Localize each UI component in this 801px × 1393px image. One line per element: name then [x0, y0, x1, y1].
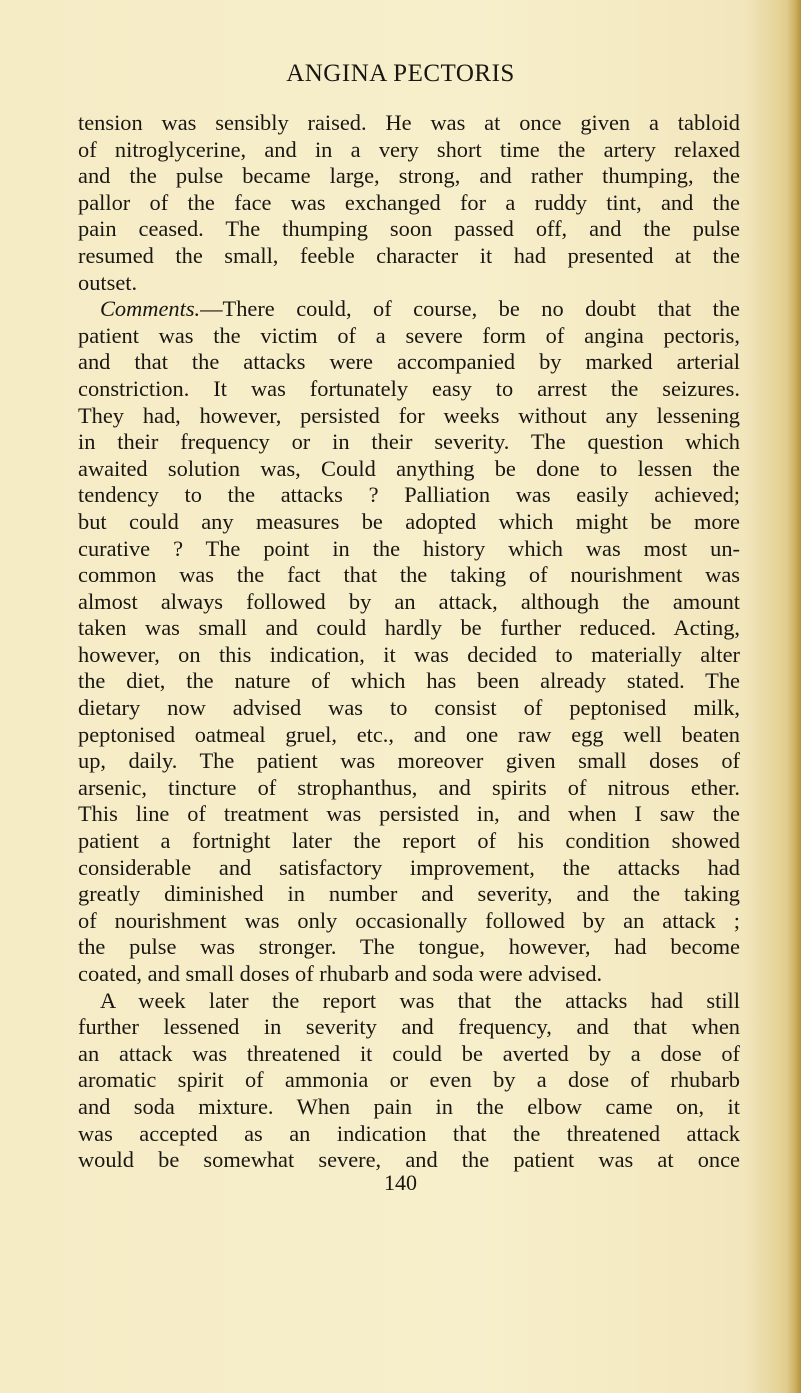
text-line [78, 615, 740, 642]
line-text: common was the fact that the taking of nourishment was [78, 562, 740, 588]
line-text: A week later the report was that the attacks had still [100, 987, 740, 1013]
text-line [78, 137, 740, 164]
text-line [78, 270, 740, 297]
text-line [78, 855, 740, 882]
line-text: This line of treatment was persisted in, and when I saw the [78, 801, 740, 827]
line-text: considerable and satisfactory improvement, the attacks had [78, 854, 740, 880]
line-text: and soda mixture. When pain in the elbow came on, it [78, 1093, 740, 1119]
line-text: however, on this indication, it was decided to materially alter [78, 641, 740, 667]
text-line [78, 403, 740, 430]
line-text: further lessened in severity and frequency, and that when [78, 1014, 740, 1040]
line-text: of nitroglycerine, and in a very short time the artery relaxed [78, 136, 740, 162]
line-text: patient a fortnight later the report of his condition showed [78, 828, 740, 854]
text-line [78, 429, 740, 456]
line-text: —There could, of course, be no doubt that the [200, 296, 740, 322]
line-text: and the pulse became large, strong, and rather thumping, the [78, 163, 740, 189]
text-line [78, 1014, 740, 1041]
text-line [78, 828, 740, 855]
text-line [78, 775, 740, 802]
line-text: would be somewhat severe, and the patient was at once [78, 1147, 740, 1173]
body-text [78, 110, 740, 1174]
line-text: was accepted as an indication that the threatened attack [78, 1120, 740, 1146]
line-text: resumed the small, feeble character it had presented at the [78, 242, 740, 268]
line-text: coated, and small doses of rhubarb and soda were advised. [78, 961, 603, 986]
text-line [78, 482, 740, 509]
text-line [78, 695, 740, 722]
line-text: aromatic spirit of ammonia or even by a dose of rhubarb [78, 1067, 740, 1093]
text-line [78, 881, 740, 908]
line-text: curative ? The point in the history which was most un- [78, 535, 740, 561]
line-text: in their frequency or in their severity. The question which [78, 429, 740, 455]
line-text: outset. [78, 269, 138, 295]
line-text: dietary now advised was to consist of peptonised milk, [78, 695, 740, 721]
text-line [78, 1041, 740, 1068]
line-text: of nourishment was only occasionally followed by an attack ; [78, 907, 740, 933]
text-line [78, 536, 740, 563]
line-text: constriction. It was fortunately easy to arrest the seizures. [78, 375, 740, 401]
text-line [78, 243, 740, 270]
text-line [78, 668, 740, 695]
running-head: ANGINA PECTORIS [286, 60, 515, 87]
line-text: but could any measures be adopted which might be more [78, 508, 740, 534]
line-text: awaited solution was, Could anything be done to lessen the [78, 455, 740, 481]
line-text: tendency to the attacks ? Palliation was easily achieved; [78, 482, 740, 508]
text-line [78, 216, 740, 243]
line-text: the diet, the nature of which has been already stated. The [78, 668, 740, 694]
text-line [78, 349, 740, 376]
text-line [78, 190, 740, 217]
text-line [78, 722, 740, 749]
line-text: They had, however, persisted for weeks without any lessening [78, 402, 740, 428]
line-text: tension was sensibly raised. He was at once given a tabloid [78, 110, 740, 135]
text-line [78, 801, 740, 828]
text-line [78, 748, 740, 775]
text-line [78, 934, 740, 961]
text-line [78, 642, 740, 669]
line-text: up, daily. The patient was moreover given small doses of [78, 748, 740, 774]
line-text: peptonised oatmeal gruel, etc., and one raw egg well beaten [78, 721, 740, 747]
section-lead: Comments. [100, 296, 201, 322]
line-text: and that the attacks were accompanied by marked arterial [78, 349, 740, 375]
text-line [78, 163, 740, 190]
text-line [78, 376, 740, 403]
text-line [78, 589, 740, 616]
line-text: an attack was threatened it could be averted by a dose of [78, 1040, 740, 1066]
line-text: arsenic, tincture of strophanthus, and spirits of nitrous ether. [78, 774, 740, 800]
text-line [78, 456, 740, 483]
line-text: greatly diminished in number and severity, and the taking [78, 881, 740, 907]
text-line [78, 509, 740, 536]
line-text: taken was small and could hardly be further reduced. Acting, [78, 615, 740, 641]
text-line [78, 110, 740, 137]
text-line [78, 988, 740, 1015]
line-text: the pulse was stronger. The tongue, however, had become [78, 934, 740, 960]
line-text: pain ceased. The thumping soon passed off, and the pulse [78, 216, 740, 242]
text-line [78, 323, 740, 350]
line-text: pallor of the face was exchanged for a ruddy tint, and the [78, 189, 740, 215]
text-line [78, 562, 740, 589]
page-number: 140 [384, 1170, 417, 1195]
line-text: patient was the victim of a severe form of angina pectoris, [78, 322, 740, 348]
text-line [78, 961, 740, 988]
text-line [78, 1094, 740, 1121]
text-line [78, 296, 740, 323]
text-line [78, 908, 740, 935]
line-text: almost always followed by an attack, although the amount [78, 588, 740, 614]
text-line [78, 1121, 740, 1148]
text-line [78, 1067, 740, 1094]
